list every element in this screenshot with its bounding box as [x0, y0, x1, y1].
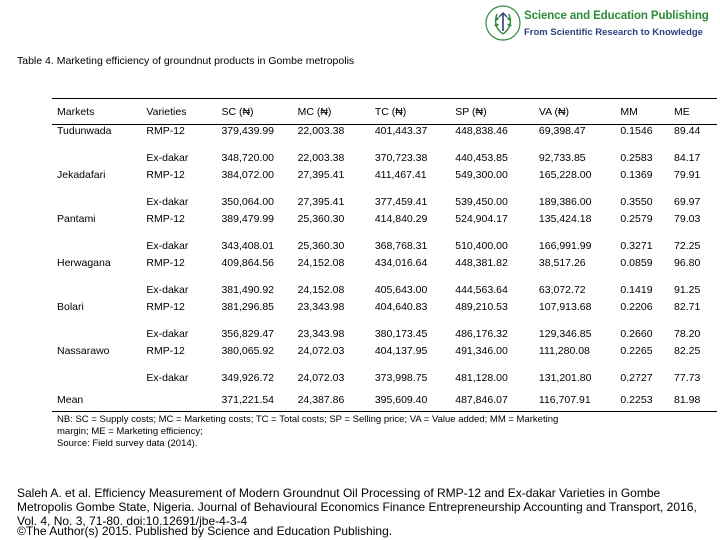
notes-source: Source: Field survey data (2014). — [57, 438, 198, 449]
cell-tc: 414,840.29 — [374, 213, 428, 225]
citation: Saleh A. et al. Efficiency Measurement of Modern Groundnut Oil Processing of RMP-12 and Ex-dakar Varieties in Gombe Metropolis Gombe State, Nigeria. Journal of Behavioural Economics Finance Entrepreneurship Accounting and Transport, 2016, Vol. 4, No. 3, 71-80. doi:10.12691/jbe-4-3-4 — [17, 486, 697, 528]
cell-sc: 409,864.56 — [221, 257, 275, 269]
cell-sp: 486,176.32 — [455, 328, 508, 340]
cell-mm: 0.2660 — [620, 328, 653, 340]
cell-mc: 27,395.41 — [297, 196, 345, 208]
cell-me: 89.44 — [674, 125, 701, 137]
cell-tc: 404,640.83 — [374, 301, 428, 313]
cell-variety: Ex-dakar — [146, 328, 189, 340]
cell-va: 131,201.80 — [538, 372, 592, 384]
cell-sc: 384,072.00 — [221, 169, 275, 181]
header-me: ME — [674, 106, 690, 118]
cell-tc: 373,998.75 — [374, 372, 428, 384]
cell-mc: 24,387.86 — [297, 394, 345, 406]
cell-mc: 25,360.30 — [297, 240, 345, 252]
cell-va: 38,517.26 — [538, 257, 586, 269]
table-notes — [57, 414, 717, 450]
cell-market: Tudunwada — [57, 125, 112, 137]
table-row — [52, 235, 717, 257]
cell-market: Bolari — [57, 301, 84, 313]
table-row — [52, 345, 717, 367]
cell-sp: 491,346.00 — [455, 345, 508, 357]
cell-mm: 0.1546 — [620, 125, 653, 137]
cell-mm: 0.2206 — [620, 301, 653, 313]
cell-me: 81.98 — [674, 394, 701, 406]
table-row — [52, 213, 717, 235]
header-tc: TC (₦) — [374, 106, 407, 118]
cell-tc: 395,609.40 — [374, 394, 428, 406]
cell-variety: RMP-12 — [146, 169, 185, 181]
laurel-leaf-icon — [484, 4, 522, 42]
copyright: ©The Author(s) 2015. Published by Science and Education Publishing. — [17, 524, 393, 538]
header-va: VA (₦) — [538, 106, 570, 118]
cell-market — [52, 191, 146, 213]
cell-variety — [146, 389, 221, 411]
table-row — [52, 125, 717, 147]
cell-mc: 25,360.30 — [297, 213, 345, 225]
table-body — [52, 125, 717, 411]
cell-mc: 22,003.38 — [297, 152, 345, 164]
publisher-logo — [484, 4, 716, 42]
cell-mc: 24,152.08 — [297, 257, 345, 269]
cell-va: 129,346.85 — [538, 328, 592, 340]
cell-variety: RMP-12 — [146, 301, 185, 313]
cell-market — [52, 279, 146, 301]
cell-va: 116,707.91 — [538, 394, 591, 406]
table-row — [52, 389, 717, 411]
cell-market — [52, 235, 146, 257]
cell-sp: 444,563.64 — [455, 284, 508, 296]
cell-sp: 487,846.07 — [455, 394, 508, 406]
table-header-row — [52, 99, 717, 125]
cell-sp: 481,128.00 — [455, 372, 508, 384]
cell-va: 107,913.68 — [538, 301, 592, 313]
cell-variety: Ex-dakar — [146, 240, 189, 252]
header-sp: SP (₦) — [455, 106, 487, 118]
cell-mc: 24,152.08 — [297, 284, 345, 296]
cell-variety: RMP-12 — [146, 257, 185, 269]
cell-variety: Ex-dakar — [146, 152, 189, 164]
cell-sp: 440,453.85 — [455, 152, 508, 164]
cell-tc: 434,016.64 — [374, 257, 428, 269]
cell-sc: 389,479.99 — [221, 213, 275, 225]
cell-va: 166,991.99 — [538, 240, 592, 252]
cell-market — [52, 147, 146, 169]
cell-sc: 380,065.92 — [221, 345, 275, 357]
cell-mm: 0.2583 — [620, 152, 653, 164]
cell-sc: 356,829.47 — [221, 328, 275, 340]
cell-sp: 489,210.53 — [455, 301, 508, 313]
header-mm: MM — [620, 106, 638, 118]
cell-variety: Ex-dakar — [146, 196, 189, 208]
cell-sp: 448,838.46 — [455, 125, 508, 137]
cell-va: 189,386.00 — [538, 196, 592, 208]
cell-variety: RMP-12 — [146, 213, 185, 225]
cell-sp: 524,904.17 — [455, 213, 508, 225]
table-row — [52, 323, 717, 345]
cell-sc: 349,926.72 — [221, 372, 275, 384]
cell-sp: 549,300.00 — [455, 169, 508, 181]
header-mc: MC (₦) — [297, 106, 332, 118]
cell-sp: 510,400.00 — [455, 240, 508, 252]
cell-mc: 24,072.03 — [297, 345, 345, 357]
cell-tc: 401,443.37 — [374, 125, 428, 137]
cell-mc: 24,072.03 — [297, 372, 345, 384]
cell-variety: RMP-12 — [146, 125, 185, 137]
header-sc: SC (₦) — [221, 106, 254, 118]
cell-va: 69,398.47 — [538, 125, 586, 137]
cell-mm: 0.2579 — [620, 213, 653, 225]
cell-tc: 404,137.95 — [374, 345, 428, 357]
table-bottom-rule — [52, 411, 717, 412]
cell-sc: 379,439.99 — [221, 125, 275, 137]
table-row — [52, 257, 717, 279]
cell-va: 135,424.18 — [538, 213, 592, 225]
cell-market: Pantami — [57, 213, 96, 225]
notes-abbreviations: NB: SC = Supply costs; MC = Marketing costs; TC = Total costs; SP = Selling price; VA = Value added; MM = Marketing — [57, 414, 559, 425]
cell-market — [52, 323, 146, 345]
cell-va: 165,228.00 — [538, 169, 592, 181]
cell-me: 82.25 — [674, 345, 701, 357]
cell-variety: Ex-dakar — [146, 284, 189, 296]
cell-mm: 0.2727 — [620, 372, 653, 384]
cell-me: 77.73 — [674, 372, 701, 384]
marketing-efficiency-table — [52, 99, 717, 411]
cell-tc: 377,459.41 — [374, 196, 428, 208]
table-row — [52, 279, 717, 301]
cell-mc: 27,395.41 — [297, 169, 345, 181]
cell-mm: 0.0859 — [620, 257, 653, 269]
cell-sc: 371,221.54 — [221, 394, 275, 406]
publisher-tagline: From Scientific Research to Knowledge — [524, 27, 703, 38]
cell-me: 72.25 — [674, 240, 701, 252]
cell-me: 79.03 — [674, 213, 701, 225]
cell-me: 69.97 — [674, 196, 701, 208]
cell-market — [52, 367, 146, 389]
cell-me: 84.17 — [674, 152, 701, 164]
table-row — [52, 191, 717, 213]
cell-sp: 539,450.00 — [455, 196, 508, 208]
cell-va: 63,072.72 — [538, 284, 586, 296]
cell-va: 111,280.08 — [538, 345, 590, 357]
notes-abbreviations-cont: margin; ME = Marketing efficiency; — [57, 426, 203, 437]
cell-me: 91.25 — [674, 284, 701, 296]
cell-mm: 0.2253 — [620, 394, 653, 406]
cell-me: 78.20 — [674, 328, 701, 340]
header-markets: Markets — [57, 106, 95, 118]
cell-mc: 23,343.98 — [297, 328, 345, 340]
cell-tc: 368,768.31 — [374, 240, 428, 252]
cell-va: 92,733.85 — [538, 152, 586, 164]
cell-sc: 343,408.01 — [221, 240, 275, 252]
cell-market: Jekadafari — [57, 169, 106, 181]
publisher-name: Science and Education Publishing — [524, 10, 709, 22]
cell-mm: 0.2265 — [620, 345, 653, 357]
cell-mm: 0.1369 — [620, 169, 653, 181]
cell-market: Nassarawo — [57, 345, 110, 357]
cell-mm: 0.1419 — [620, 284, 653, 296]
cell-tc: 370,723.38 — [374, 152, 428, 164]
cell-sc: 350,064.00 — [221, 196, 275, 208]
table-row — [52, 367, 717, 389]
table-row — [52, 147, 717, 169]
cell-tc: 405,643.00 — [374, 284, 428, 296]
cell-me: 96.80 — [674, 257, 701, 269]
cell-mm: 0.3550 — [620, 196, 653, 208]
cell-me: 79.91 — [674, 169, 701, 181]
cell-sp: 448,381.82 — [455, 257, 508, 269]
table-row — [52, 301, 717, 323]
cell-market: Mean — [57, 394, 84, 406]
cell-sc: 348,720.00 — [221, 152, 275, 164]
cell-variety: Ex-dakar — [146, 372, 189, 384]
table-row — [52, 169, 717, 191]
cell-mc: 22,003.38 — [297, 125, 345, 137]
table-caption: Table 4. Marketing efficiency of groundnut products in Gombe metropolis — [17, 55, 355, 67]
cell-variety: RMP-12 — [146, 345, 185, 357]
header-varieties: Varieties — [146, 106, 187, 118]
cell-mc: 23,343.98 — [297, 301, 345, 313]
cell-me: 82.71 — [674, 301, 701, 313]
cell-mm: 0.3271 — [620, 240, 653, 252]
cell-tc: 380,173.45 — [374, 328, 428, 340]
cell-tc: 411,467.41 — [374, 169, 427, 181]
cell-market: Herwagana — [57, 257, 111, 269]
cell-sc: 381,490.92 — [221, 284, 275, 296]
cell-sc: 381,296.85 — [221, 301, 275, 313]
